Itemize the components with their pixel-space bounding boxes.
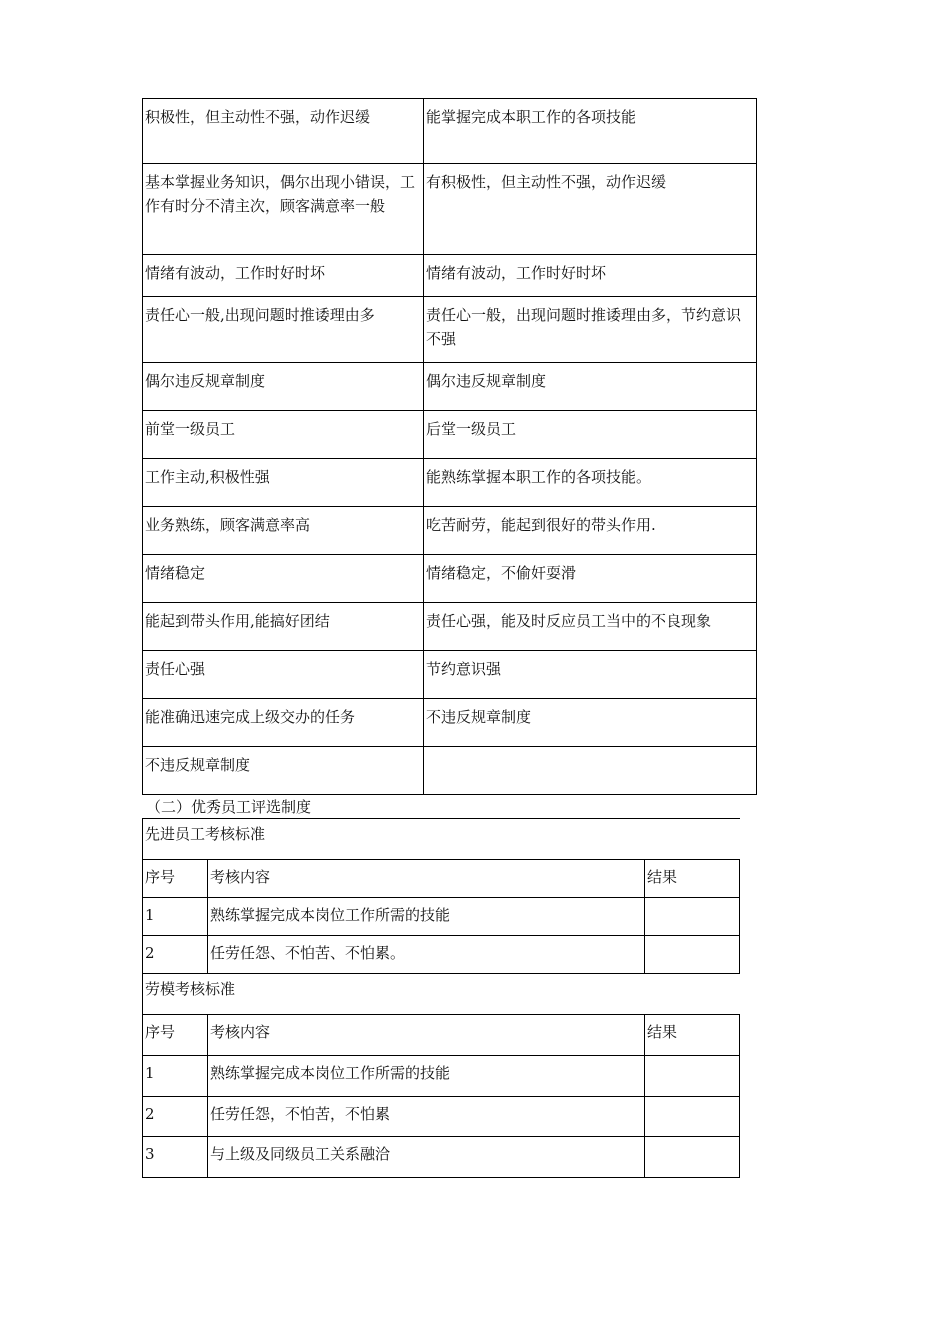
row-number: 2	[143, 936, 208, 974]
table-caption-row	[143, 974, 740, 1015]
row-number: 1	[143, 898, 208, 936]
column-header-number: 序号	[143, 1015, 208, 1056]
table-cell: 能准确迅速完成上级交办的任务	[143, 699, 424, 747]
table-row	[143, 411, 757, 459]
table-row	[143, 936, 740, 974]
advanced-employee-criteria-table	[142, 818, 740, 974]
row-content: 任劳任怨、不怕苦、不怕累。	[208, 936, 645, 974]
table-row	[143, 651, 757, 699]
column-header-result: 结果	[645, 860, 740, 898]
employee-level-table	[142, 98, 757, 795]
table-cell: 情绪有波动，工作时好时坏	[143, 255, 424, 297]
table-caption: 先进员工考核标准	[143, 819, 740, 860]
table-cell: 责任心一般，出现问题时推诿理由多，节约意识不强	[424, 297, 757, 363]
table-row	[143, 99, 757, 164]
table-cell: 能掌握完成本职工作的各项技能	[424, 99, 757, 164]
table-caption: 劳模考核标准	[143, 974, 740, 1015]
table-cell: 偶尔违反规章制度	[143, 363, 424, 411]
table-cell: 不违反规章制度	[143, 747, 424, 795]
column-header-content: 考核内容	[208, 1015, 645, 1056]
table-cell: 能起到带头作用,能搞好团结	[143, 603, 424, 651]
table-header-row	[143, 1015, 740, 1056]
table-cell: 责任心强	[143, 651, 424, 699]
table-row	[143, 555, 757, 603]
table-cell: 业务熟练，顾客满意率高	[143, 507, 424, 555]
table-cell: 情绪稳定	[143, 555, 424, 603]
table-cell: 责任心一般,出现问题时推诿理由多	[143, 297, 424, 363]
row-content: 与上级及同级员工关系融洽	[208, 1137, 645, 1178]
table-row	[143, 898, 740, 936]
table-header-row	[143, 860, 740, 898]
table-cell: 能熟练掌握本职工作的各项技能。	[424, 459, 757, 507]
table-cell: 基本掌握业务知识，偶尔出现小错误，工作有时分不清主次，顾客满意率一般	[143, 164, 424, 255]
row-result	[645, 1097, 740, 1137]
table-row	[143, 363, 757, 411]
row-result	[645, 898, 740, 936]
table-row	[143, 297, 757, 363]
table-cell: 偶尔违反规章制度	[424, 363, 757, 411]
row-result	[645, 936, 740, 974]
table-row	[143, 1097, 740, 1137]
table-cell: 后堂一级员工	[424, 411, 757, 459]
table-row	[143, 603, 757, 651]
table-row	[143, 507, 757, 555]
table-row	[143, 1056, 740, 1097]
table-cell: 节约意识强	[424, 651, 757, 699]
column-header-result: 结果	[645, 1015, 740, 1056]
table-row	[143, 747, 757, 795]
row-content: 任劳任怨，不怕苦，不怕累	[208, 1097, 645, 1137]
model-worker-criteria-table	[142, 973, 740, 1178]
table-cell: 吃苦耐劳，能起到很好的带头作用.	[424, 507, 757, 555]
row-content: 熟练掌握完成本岗位工作所需的技能	[208, 898, 645, 936]
table-cell: 积极性，但主动性不强，动作迟缓	[143, 99, 424, 164]
table-cell: 责任心强，能及时反应员工当中的不良现象	[424, 603, 757, 651]
table-cell: 情绪有波动，工作时好时坏	[424, 255, 757, 297]
table-row	[143, 164, 757, 255]
table-cell: 前堂一级员工	[143, 411, 424, 459]
table-cell	[424, 747, 757, 795]
column-header-number: 序号	[143, 860, 208, 898]
row-number: 1	[143, 1056, 208, 1097]
table-row	[143, 255, 757, 297]
column-header-content: 考核内容	[208, 860, 645, 898]
table-cell: 情绪稳定，不偷奸耍滑	[424, 555, 757, 603]
table-row	[143, 1137, 740, 1178]
row-result	[645, 1137, 740, 1178]
table-caption-row	[143, 819, 740, 860]
row-number: 2	[143, 1097, 208, 1137]
table-cell: 不违反规章制度	[424, 699, 757, 747]
row-content: 熟练掌握完成本岗位工作所需的技能	[208, 1056, 645, 1097]
section-title: （二）优秀员工评选制度	[146, 798, 312, 816]
table-row	[143, 699, 757, 747]
row-result	[645, 1056, 740, 1097]
table-row	[143, 459, 757, 507]
row-number: 3	[143, 1137, 208, 1178]
table-cell: 有积极性，但主动性不强，动作迟缓	[424, 164, 757, 255]
table-cell: 工作主动,积极性强	[143, 459, 424, 507]
